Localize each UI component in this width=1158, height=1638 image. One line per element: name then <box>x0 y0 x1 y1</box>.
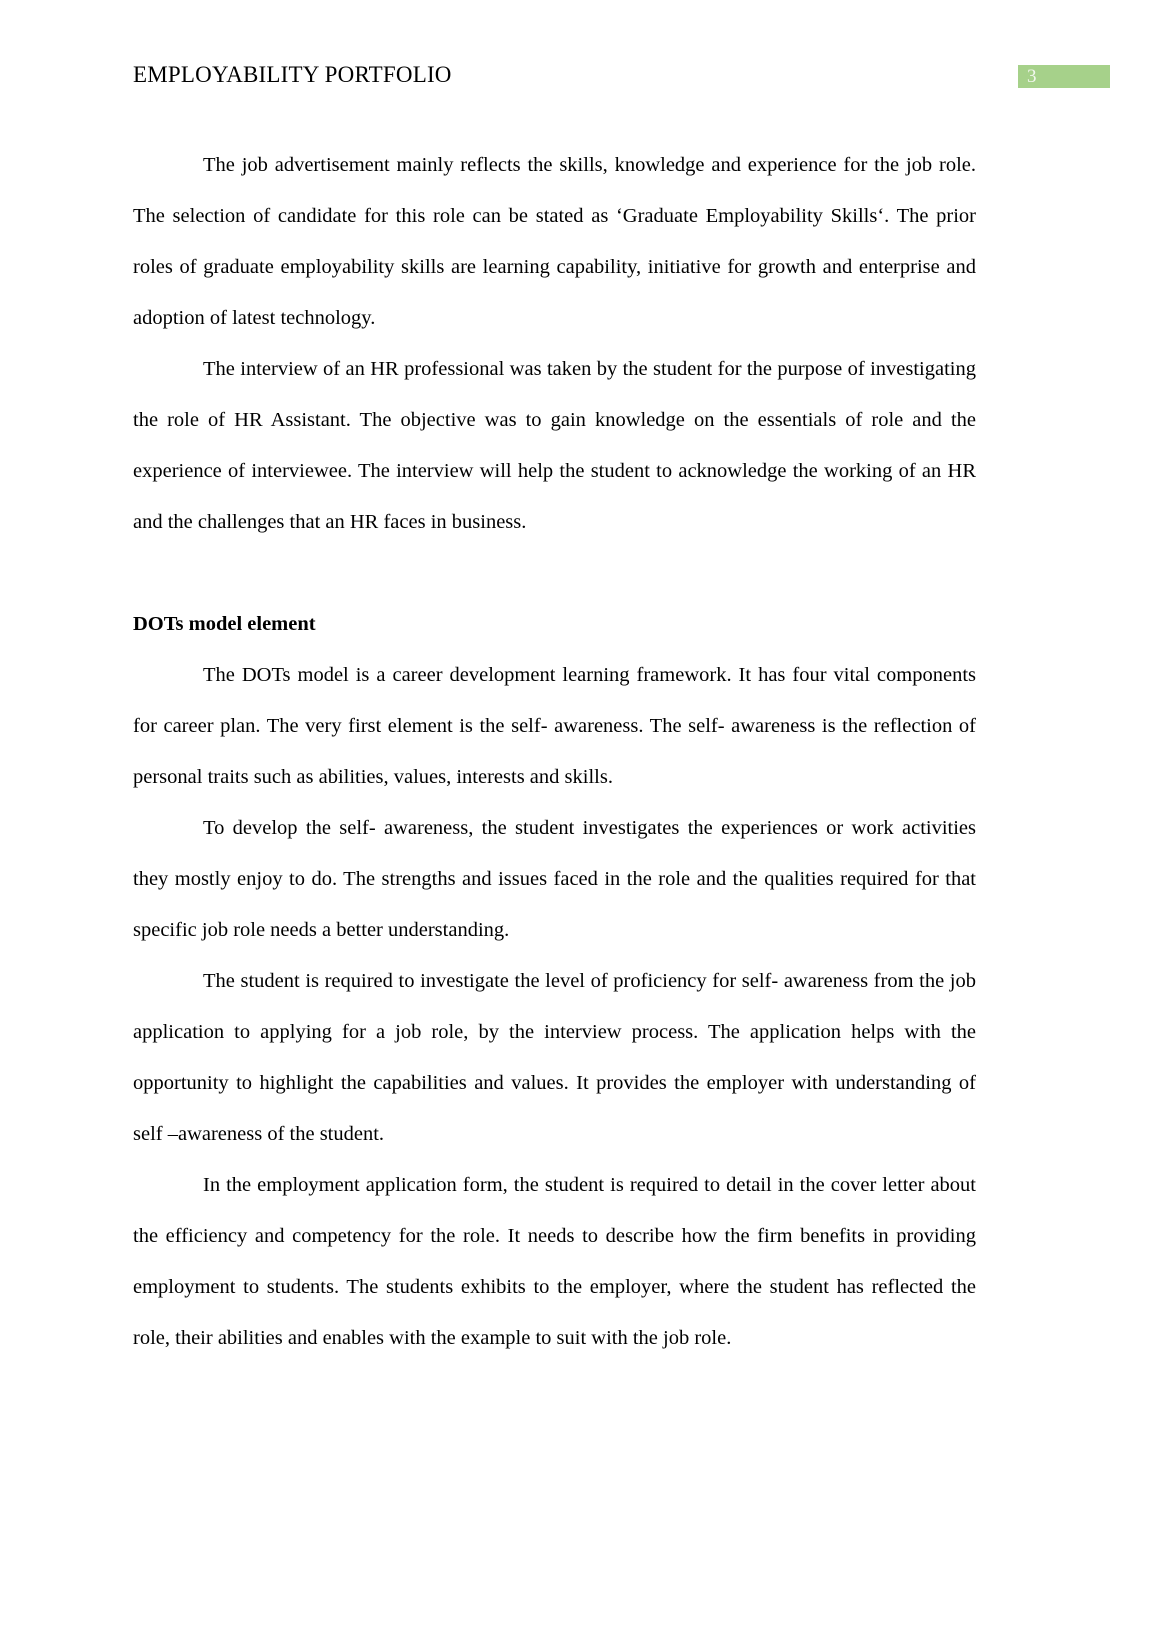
paragraph-proficiency-investigation: The student is required to investigate the level of proficiency for self- awareness from the job application to applying for a job role, by the interview process. The application helps with the opportunity to highlight the capabilities and values. It provides the employer with understanding of self –awareness of the student. <box>133 970 976 1145</box>
paragraph-hr-interview: The interview of an HR professional was taken by the student for the purpose of investigating the role of HR Assistant. The objective was to gain knowledge on the essentials of role and the experience of interviewee. The interview will help the student to acknowledge the working of an HR and the challenges that an HR faces in business. <box>133 358 976 533</box>
paragraph-employment-application-form: In the employment application form, the student is required to detail in the cover letter about the efficiency and competency for the role. It needs to describe how the firm benefits in providing employment to students. The students exhibits to the employer, where the student has reflected the role, their abilities and enables with the example to suit with the job role. <box>133 1174 976 1349</box>
document-body <box>133 140 976 1364</box>
page-number: 3 <box>1027 66 1037 87</box>
page-header <box>133 60 1110 100</box>
paragraph-develop-self-awareness: To develop the self- awareness, the student investigates the experiences or work activities they mostly enjoy to do. The strengths and issues faced in the role and the qualities required for that specific job role needs a better understanding. <box>133 817 976 941</box>
paragraph-dots-model-definition: The DOTs model is a career development learning framework. It has four vital components for career plan. The very first element is the self- awareness. The self- awareness is the reflection of personal traits such as abilities, values, interests and skills. <box>133 664 976 788</box>
paragraph-job-advertisement: The job advertisement mainly reflects the skills, knowledge and experience for the job role. The selection of candidate for this role can be stated as ‘Graduate Employability Skills‘. The prior roles of graduate employability skills are learning capability, initiative for growth and enterprise and adoption of latest technology. <box>133 154 976 329</box>
section-spacer <box>133 548 976 599</box>
page-number-badge <box>1018 65 1110 88</box>
header-title: EMPLOYABILITY PORTFOLIO <box>133 62 452 87</box>
heading-dots-model-element: DOTs model element <box>133 613 316 635</box>
